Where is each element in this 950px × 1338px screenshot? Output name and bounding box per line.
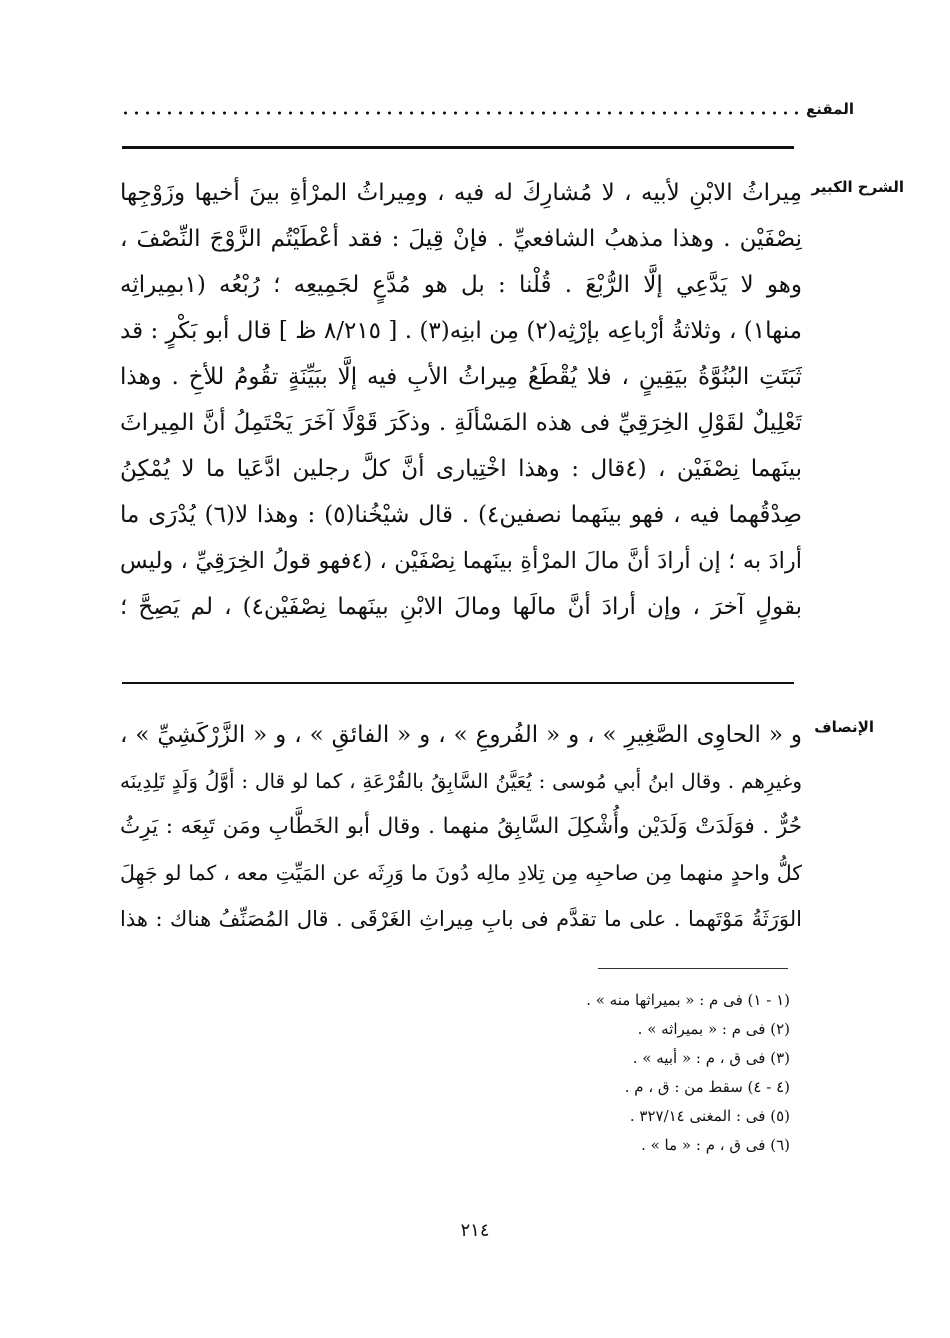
footnote: (٤ - ٤) سقط من : ق ، م . [624,1078,790,1096]
text-line: وغيرِهم . وقال ابنُ أبي مُوسى : يُعَيَّنُ السَّابِقُ بالقُرْعَةِ ، كما لو قال : أوَّلُ وَلَدٍ تَلِدِينَه [120,769,802,793]
text-line: نِصْفَيْن . وهذا مذهبُ الشافعيِّ . فإنْ قِيلَ : فقد أعْطَيْتُم الزَّوْجَ النِّصْفَ ، [120,226,802,252]
footnote: (٣) فى ق ، م : « أبيه » . [632,1049,790,1067]
text-line: كلُّ واحدٍ منهما مِن صاحبِه مِن تِلادِ مالِه دُونَ ما وَرِثَه عن المَيِّتِ معه ، كما لو جَهِلَ [120,861,802,885]
text-line: بينَهما نِصْفَيْن ، (٤قال : وهذا اخْتِيارى أنَّ كلَّ رجلين ادَّعَيا ما لا يُمْكِنُ [120,456,802,482]
footnote: (١ - ١) فى م : « بميراثها منه » . [586,991,790,1009]
text-line: تَعْلِيلٌ لقَوْلِ الخِرَقِيِّ فى هذه المَسْألَةِ . وذكَرَ قَوْلًا آخَرَ يَحْتَمِلُ أنَّ المِيراثَ [120,410,802,436]
header-dotted-leader [120,110,806,116]
text-line: ثَبَتَتِ البُنُوَّةُ بيَقِينٍ ، فلا يُقْطَعُ مِيراثُ الأبِ فيه إلَّا ببَيِّنَةٍ تقُومُ للأخِ . وهذا [120,364,802,390]
page-number: ٢١٤ [460,1220,490,1241]
insaf-section-label: الإنصاف [814,718,874,736]
text-line: أرادَ به ؛ إن أرادَ أنَّ مالَ المرْأةِ بينَهما نِصْفَيْن ، (٤فهو قولُ الخِرَقِيِّ ، وليس [120,548,802,574]
footnote: (٥) فى : المغنى ٣٢٧/١٤ . [629,1107,790,1125]
insaf-text-block [120,712,802,942]
text-line: بقولٍ آخرَ ، وإن أرادَ أنَّ مالَها ومالَ الابْنِ بينَهما نِصْفَيْن٤) ، لم يَصِحَّ ؛ [120,594,802,620]
footnotes [420,986,790,1160]
header-rule [122,146,794,149]
text-line: وهو لا يَدَّعِي إلَّا الرُّبْعَ . قُلْنا : بل هو مُدَّعٍ لجَمِيعِه ؛ رُبْعُه (١بمِيراثِه [120,272,802,298]
running-header-title: المقنع [806,100,854,118]
text-line: حُرٌّ . فوَلَدَتْ وَلَدَيْن وأُشْكِلَ السَّابِقُ منهما . وقال أبو الخَطَّابِ ومَن تَبِعَه : يَرِثُ [120,814,802,839]
footnote: (٢) فى م : « بميراثه » . [637,1020,790,1038]
section-divider-rule [122,682,794,684]
footnote: (٦) فى ق ، م : « ما » . [641,1136,790,1154]
text-line: صِدْقُهما فيه ، فهو بينَهما نصفين٤) . قال شيْخُنا(٥) : وهذا لا(٦) يُدْرَى ما [120,502,802,528]
text-line: منها١) ، وثلاثةُ أرْباعِه بإرْثِه(٢) مِن ابنِه(٣) . [ ٨/٢١٥ ظ ] قال أبو بَكْرٍ : قد [120,318,802,344]
text-line: الوَرَثَةُ مَوْتَهما . على ما تقدَّم فى بابِ مِيراثِ الغَرْقَى . قال المُصَنِّفُ هناك : هذا [120,907,802,931]
text-line: مِيراثُ الابْنِ لأبيه ، لا مُشارِكَ له فيه ، ومِيراثُ المرْأةِ بينَ أخيها وزَوْجِها [120,180,802,206]
text-line: و « الحاوِى الصَّغِيرِ » ، و « الفُروعِ » ، و « الفائقِ » ، و « الزَّرْكَشِيِّ » ، [120,722,802,748]
sharh-text-block [120,170,802,630]
footnote-separator [598,968,788,969]
sharh-section-label: الشرح الكبير [811,178,904,196]
